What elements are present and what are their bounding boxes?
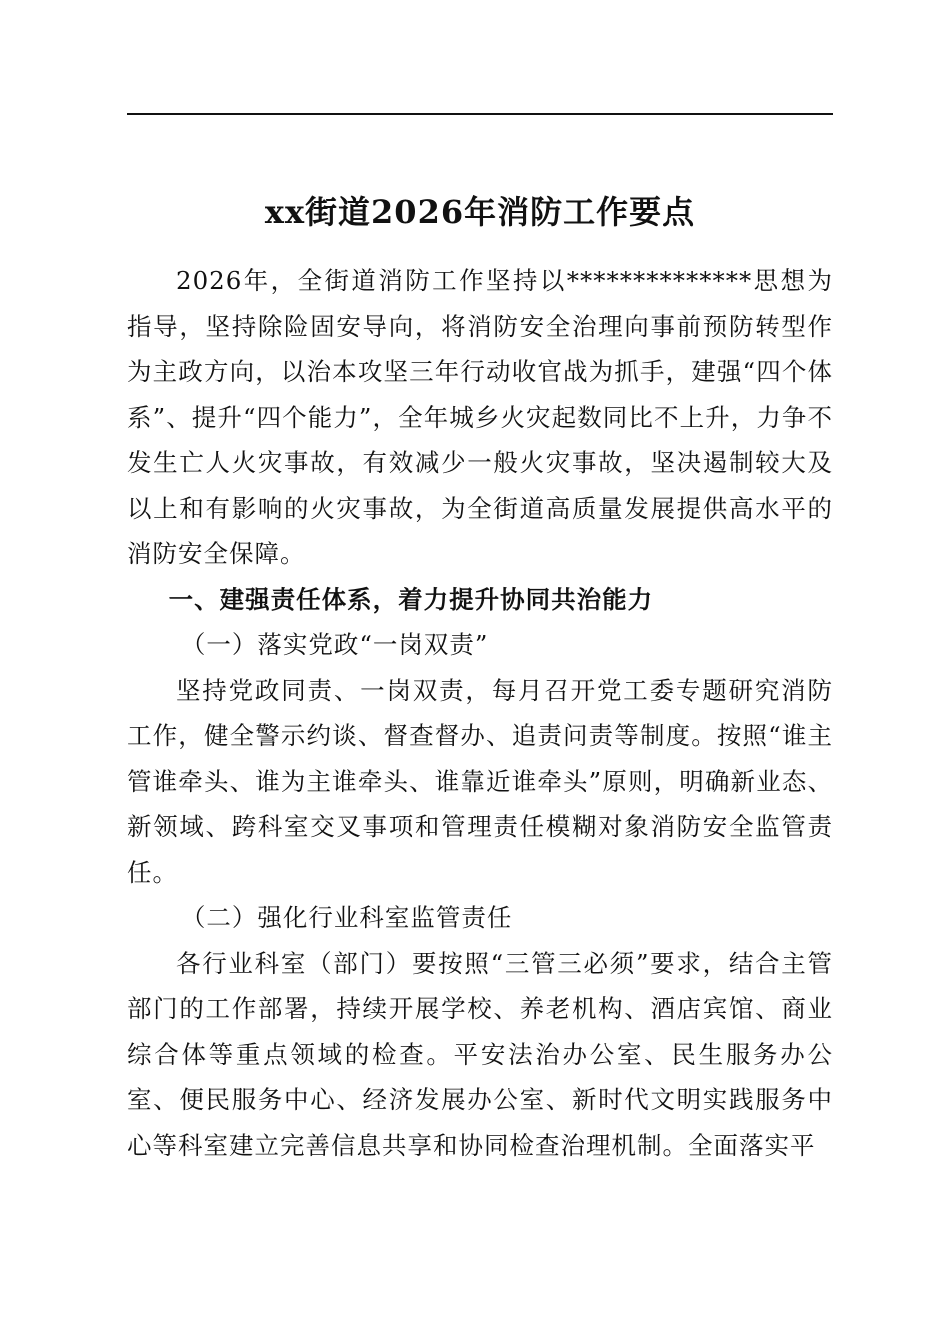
- header-rule: [127, 113, 833, 115]
- document-title: xx街道2026年消防工作要点: [264, 193, 696, 231]
- document-body: [127, 258, 833, 1168]
- section-heading: 一、建强责任体系，着力提升协同共治能力: [168, 584, 654, 614]
- intro-paragraph: 2026年，全街道消防工作坚持以**************思想为指导，坚持除险固安导向，将消防安全治理向事前预防转型作为主政方向，以治本攻坚三年行动收官战为抓手，建强“四个体系”、提升“四个能力”，全年城乡火灾起数同比不上升，力争不发生亡人火灾事故，有效减少一般火灾事故，坚决遏制较大及以上和有影响的火灾事故，为全街道高质量发展提供高水平的消防安全保障。: [127, 266, 833, 568]
- body-paragraph: 各行业科室（部门）要按照“三管三必须”要求，结合主管部门的工作部署，持续开展学校、养老机构、酒店宾馆、商业综合体等重点领域的检查。平安法治办公室、民生服务办公室、便民服务中心、经济发展办公室、新时代文明实践服务中心等科室建立完善信息共享和协同检查治理机制。全面落实平: [127, 948, 833, 1160]
- subsection-heading: （一）落实党政“一岗双责”: [180, 630, 489, 659]
- subsection-heading: （二）强化行业科室监管责任: [180, 903, 513, 932]
- body-paragraph: 坚持党政同责、一岗双责，每月召开党工委专题研究消防工作，健全警示约谈、督查督办、追责问责等制度。按照“谁主管谁牵头、谁为主谁牵头、谁靠近谁牵头”原则，明确新业态、新领域、跨科室交叉事项和管理责任模糊对象消防安全监管责任。: [127, 675, 833, 887]
